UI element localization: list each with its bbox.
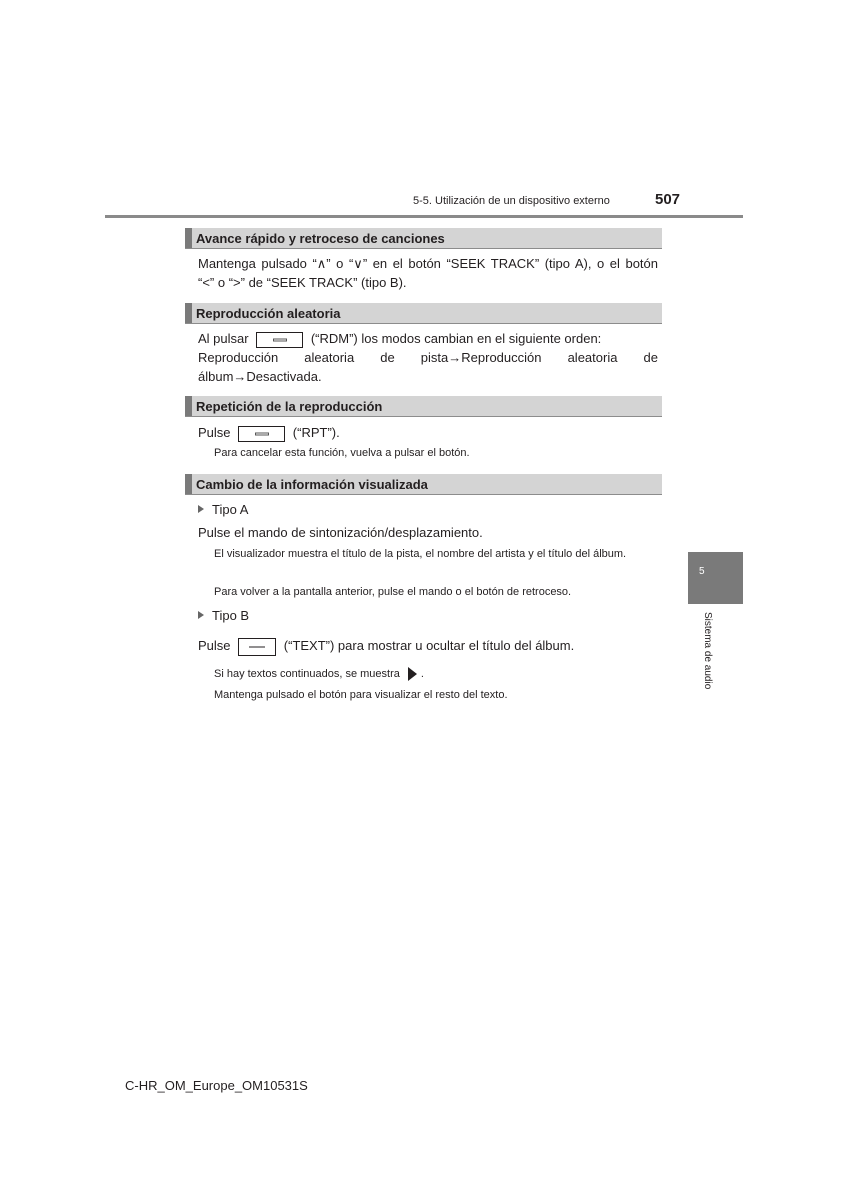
header-section-title: 5-5. Utilización de un dispositivo externo [413,195,610,207]
continue-arrow-icon [408,667,417,681]
section-heading-repeat [185,396,662,417]
section-note: Para cancelar esta función, vuelva a pulsar el botón. [214,447,470,459]
section-heading-text: Avance rápido y retroceso de canciones [196,231,445,246]
chapter-tab [688,552,743,604]
body-text: (“RPT”). [292,425,340,440]
chapter-tab-number: 5 [699,566,705,577]
footer-doc-code: C-HR_OM_Europe_OM10531S [125,1078,308,1093]
note-text: . [420,668,424,680]
body-text: (“RDM”) los modos cambian en el siguiente orden: [310,331,602,346]
body-text: Pulse [198,638,231,653]
section-body-line: Mantenga pulsado “∧” o “∨” en el botón “SEEK TRACK” (tipo A), o el botón [198,256,658,271]
section-heading-text: Cambio de la información visualizada [196,477,428,492]
body-text: (“TEXT”) para mostrar u ocultar el título del álbum. [283,638,575,653]
section-body-line: “<” o “>” de “SEEK TRACK” (tipo B). [198,275,407,290]
body-text: Al pulsar [198,331,249,346]
page-number: 507 [655,191,681,208]
section-heading-random [185,303,662,324]
tipo-a-heading [198,500,658,519]
tipo-b-label: Tipo B [212,608,250,623]
tipo-a-note: El visualizador muestra el título de la pista, el nombre del artista y el título del álbum. [214,548,627,560]
section-heading-text: Repetición de la reproducción [196,399,383,414]
tipo-a-label: Tipo A [212,502,249,517]
tipo-b-note [214,666,658,683]
section-body-line: Reproducción aleatoria de pista→Reproducción aleatoria de [198,350,658,365]
section-heading-fast-forward [185,228,662,249]
section-heading-text: Reproducción aleatoria [196,306,341,321]
section-heading-display-info [185,474,662,495]
body-text: Pulse [198,425,231,440]
tipo-b-note: Mantenga pulsado el botón para visualizar el resto del texto. [214,689,508,701]
text-button-icon [238,638,276,656]
section-body-line [198,423,658,442]
header-divider [105,215,743,218]
chapter-tab-label: Sistema de audio [702,612,713,690]
bullet-triangle-icon [198,611,204,619]
rdm-button-icon [256,332,303,348]
tipo-b-text [198,636,658,656]
bullet-triangle-icon [198,505,204,513]
section-body-line: álbum→Desactivada. [198,369,322,384]
section-body-line [198,329,658,348]
tipo-a-text: Pulse el mando de sintonización/desplazamiento. [198,525,483,540]
tipo-b-heading [198,606,658,625]
note-text: Si hay textos continuados, se muestra [214,668,400,680]
tipo-a-note: Para volver a la pantalla anterior, pulse el mando o el botón de retroceso. [214,586,572,598]
rpt-button-icon [238,426,285,442]
